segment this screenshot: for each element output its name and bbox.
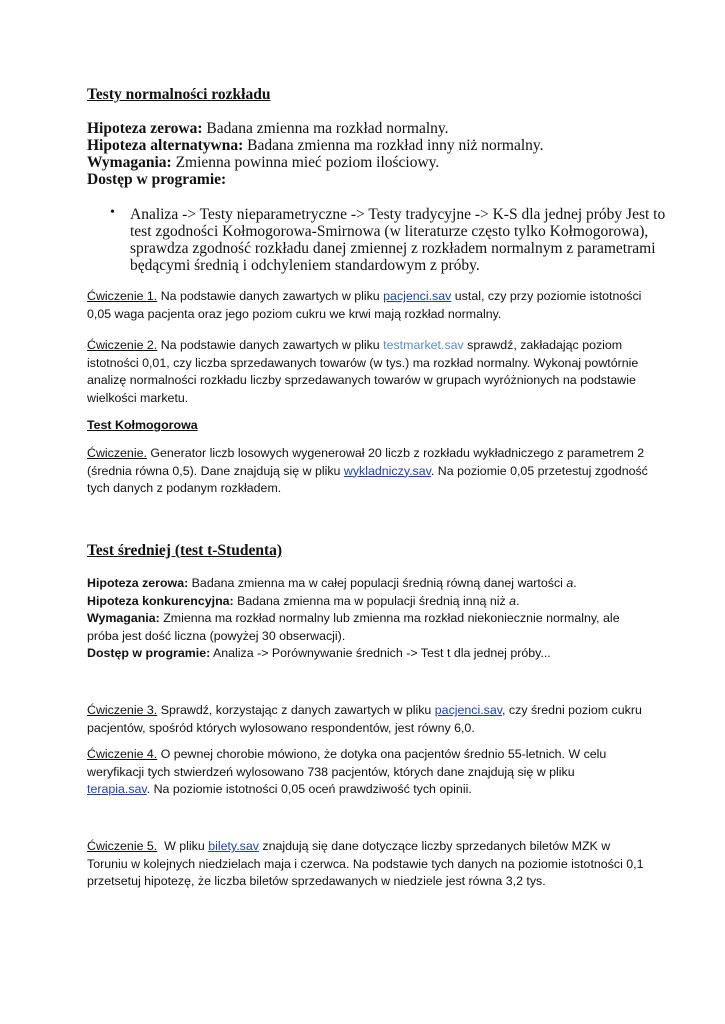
program-access-line	[87, 171, 226, 188]
t-access-text: Analiza -> Porównywanie średnich -> Test t dla jednej próby...	[210, 646, 551, 660]
t-alt-hypothesis-text: Badana zmienna ma w populacji średnią inną niż	[233, 593, 510, 608]
exercise-2-line3: analizę normalności rozkładu liczby sprzedawanych towarów w grupach wyróżnionych na podstawie	[87, 373, 636, 387]
exercise-2-line2: istotności 0,01, czy liczba sprzedawanych towarów (w tys.) ma rozkład normalny. Wykonaj powtórnie	[87, 355, 639, 370]
null-hypothesis-label: Hipoteza zerowa:	[87, 120, 203, 137]
exercise-5-text-end: znajdują się dane dotyczące liczby sprzedanych biletów MZK w	[258, 839, 611, 853]
bullet-line: test zgodności Kołmogorowa-Smirnowa (w literaturze często tylko Kołmogorowa),	[130, 223, 649, 240]
t-alt-var: a	[509, 593, 517, 608]
exercise-1-label: Ćwiczenie 1.	[87, 289, 158, 303]
exercise-2	[87, 337, 657, 407]
exercise-1-line2: 0,05 waga pacjenta oraz jego poziom cukru we krwi mają rozkład normalny.	[87, 306, 502, 321]
t-null-var: a	[566, 576, 574, 590]
section-title-normality: Testy normalności rozkładu	[87, 86, 271, 103]
kolmogorov-line1: Generator liczb losowych wygenerował 20 liczb z rozkładu wykładniczego z parametrem 2	[146, 446, 645, 460]
exercise-4-line3: . Na poziomie istotności 0,05 oceń prawdziwość tych opinii.	[146, 782, 472, 796]
alt-hypothesis-label: Hipoteza alternatywna:	[87, 137, 244, 154]
kolmogorov-line2: (średnia równa 0,5). Dane znajdują się w pliku	[87, 463, 344, 478]
t-access-label: Dostęp w programie:	[87, 646, 211, 660]
kolmogorov-line3: tych danych z podanym rozkładem.	[87, 481, 282, 495]
t-null-hypothesis-text: Badana zmienna ma w całej populacji średnią równą danej wartości	[188, 576, 567, 590]
t-requirements-line2: próba jest dość liczna (powyżej 30 obserwacji).	[87, 628, 346, 643]
exercise-3-line2: pacjentów, spośród których wylosowano respondentów, jest równy 6,0.	[87, 720, 475, 735]
bullet-line: Analiza -> Testy nieparametryczne -> Testy tradycyjne -> K-S dla jednej próby Jest to	[130, 206, 666, 223]
file-link-testmarket[interactable]: testmarket.sav	[383, 338, 464, 352]
exercise-2-text: Na podstawie danych zawartych w pliku	[157, 338, 384, 352]
file-link-terapia[interactable]: terapia.sav	[87, 782, 147, 796]
exercise-5-line2: Toruniu w kolejnych niedzielach maja i czerwca. Na podstawie tych danych na poziomie istotności 0,1	[87, 856, 644, 871]
t-alt-end: .	[516, 593, 520, 608]
exercise-5-label: Ćwiczenie 5.	[87, 839, 158, 853]
bullet-dot: •	[110, 205, 115, 220]
bullet-line: sprawdza zgodność rozkładu danej zmiennej z rozkładem normalnym z parametrami	[130, 240, 656, 257]
t-alt-hypothesis-label: Hipoteza konkurencyjna:	[87, 593, 234, 608]
kolmogorov-exercise-label: Ćwiczenie.	[87, 446, 147, 460]
exercise-2-line4: wielkości marketu.	[87, 390, 189, 405]
exercise-4-label: Ćwiczenie 4.	[87, 747, 158, 761]
exercise-1-text-end: ustal, czy przy poziomie istotności	[451, 289, 642, 303]
file-link-pacjenci-2[interactable]: pacjenci.sav	[434, 703, 503, 717]
exercise-5	[87, 838, 657, 891]
null-hypothesis-line	[87, 120, 449, 137]
kolmogorov-heading: Test Kołmogorowa	[87, 418, 198, 432]
exercise-3	[87, 702, 647, 737]
t-requirements-label: Wymagania:	[87, 611, 160, 625]
exercise-1	[87, 288, 647, 323]
bullet-text	[130, 206, 690, 274]
kolmogorov-line2-end: . Na poziomie 0,05 przetestuj zgodność	[430, 463, 648, 478]
file-link-wykladniczy[interactable]: wykladniczy.sav	[343, 463, 431, 478]
requirements-label: Wymagania:	[87, 154, 172, 171]
alt-hypothesis-text: Badana zmienna ma rozkład inny niż normalny.	[243, 137, 544, 154]
exercise-3-text-end: , czy średni poziom cukru	[502, 703, 642, 717]
t-requirements-text: Zmienna ma rozkład normalny lub zmienna ma rozkład niekoniecznie normalny, ale	[159, 611, 620, 625]
exercise-5-line3: przetsetuj hipotezę, że liczba biletów sprzedawanych w niedziele jest równa 3,2 tys.	[87, 874, 546, 888]
kolmogorov-exercise	[87, 445, 647, 498]
program-access-label: Dostęp w programie:	[87, 171, 227, 188]
t-null-end: .	[573, 576, 577, 590]
t-test-definitions	[87, 575, 647, 663]
t-null-hypothesis-label: Hipoteza zerowa:	[87, 576, 189, 590]
exercise-3-label: Ćwiczenie 3.	[87, 703, 158, 717]
bullet-line: będącymi średnią i odchyleniem standardowym z próby.	[130, 257, 480, 274]
file-link-bilety[interactable]: bilety.sav	[208, 839, 259, 853]
file-link-pacjenci[interactable]: pacjenci.sav	[383, 289, 452, 303]
exercise-4-line1: O pewnej chorobie mówiono, że dotyka ona pacjentów średnio 55-letnich. W celu	[157, 747, 607, 761]
exercise-1-text: Na podstawie danych zawartych w pliku	[157, 289, 384, 303]
exercise-3-text: Sprawdź, korzystając z danych zawartych w pliku	[157, 703, 435, 717]
exercise-5-text: W pliku	[157, 839, 209, 853]
exercise-2-label: Ćwiczenie 2.	[87, 338, 158, 352]
exercise-4	[87, 746, 647, 799]
requirements-text: Zmienna powinna mieć poziom ilościowy.	[171, 154, 440, 171]
alt-hypothesis-line	[87, 137, 544, 154]
exercise-2-text-end: sprawdź, zakładając poziom	[463, 338, 623, 352]
null-hypothesis-text: Badana zmienna ma rozkład normalny.	[202, 120, 449, 137]
exercise-4-line2: weryfikacji tych stwierdzeń wylosowano 738 pacjentów, których dane znajdują się w pliku	[87, 764, 575, 779]
requirements-line	[87, 154, 439, 171]
section-title-t-test: Test średniej (test t-Studenta)	[87, 542, 283, 559]
